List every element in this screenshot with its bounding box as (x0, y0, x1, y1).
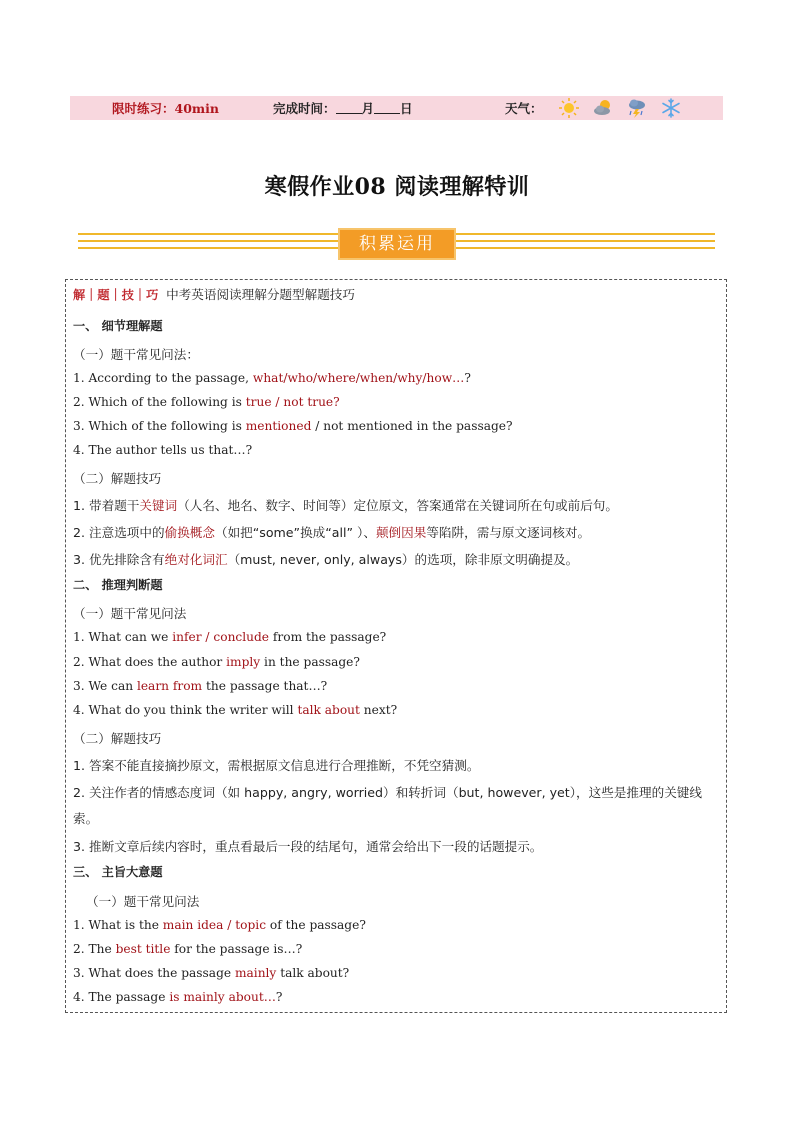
weather-icons (558, 97, 682, 119)
section-1-sub2: （二）解题技巧 (73, 471, 162, 486)
s3-question-4: 4. The passage is mainly about…? (73, 990, 283, 1004)
s1-tip-2: 2. 注意选项中的偷换概念（如把“some”换成“all” ）、颠倒因果等陷阱，需与原文逐词核对。 (73, 525, 591, 540)
s1-question-3: 3. Which of the following is mentioned / not mentioned in the passage? (73, 419, 513, 433)
s2-question-3: 3. We can learn from the passage that…? (73, 679, 328, 693)
s2-question-4: 4. What do you think the writer will talk about next? (73, 703, 398, 717)
section-2-sub1: （一）题干常见问法 (73, 606, 187, 621)
s2-tip-1: 1. 答案不能直接摘抄原文，需根据原文信息进行合理推断，不凭空猜测。 (73, 758, 480, 773)
section-1-sub1: （一）题干常见问法： (73, 347, 199, 362)
weather-label: 天气： (505, 101, 543, 116)
section-2-sub2: （二）解题技巧 (73, 731, 162, 746)
s2-question-2: 2. What does the author imply in the passage? (73, 655, 360, 669)
s1-question-1: 1. According to the passage, what/who/where/when/why/how…? (73, 371, 471, 385)
s3-question-3: 3. What does the passage mainly talk about? (73, 966, 350, 980)
page-title: 寒假作业08 阅读理解特训 (264, 174, 530, 200)
s2-tip-2-line-1: 2. 关注作者的情感态度词（如 happy, angry, worried）和转折词（but, however, yet），这些是推理的关键线 (73, 785, 702, 800)
s3-question-1: 1. What is the main idea / topic of the passage? (73, 918, 366, 932)
month-blank (336, 101, 362, 114)
sun-icon (558, 97, 580, 119)
section-3-sub1: （一）题干常见问法 (86, 894, 200, 909)
section-3-title: 三、 主旨大意题 (73, 865, 163, 879)
s1-question-2: 2. Which of the following is true / not true? (73, 395, 340, 409)
section-tag: 积累运用 (338, 228, 456, 260)
s2-question-1: 1. What can we infer / conclude from the passage? (73, 630, 387, 644)
s3-question-2: 2. The best title for the passage is…? (73, 942, 303, 956)
snowflake-icon (660, 97, 682, 119)
section-1-title: 一、 细节理解题 (73, 319, 163, 333)
partly-cloudy-icon (592, 97, 614, 119)
s1-tip-3: 3. 优先排除含有绝对化词汇（must, never, only, always）的选项，除非原文明确提及。 (73, 552, 579, 567)
section-2-title: 二、 推理判断题 (73, 578, 163, 592)
s1-tip-1: 1. 带着题干关键词（人名、地名、数字、时间等）定位原文，答案通常在关键词所在句或前后句。 (73, 498, 618, 513)
time-limit: 限时练习：40min (112, 101, 219, 116)
header-bar (70, 96, 723, 120)
s1-question-4: 4. The author tells us that…? (73, 443, 253, 457)
s2-tip-2-line-2: 索。 (73, 811, 99, 826)
storm-icon (626, 97, 648, 119)
tips-header: 解｜题｜技｜巧 中考英语阅读理解分题型解题技巧 (73, 287, 355, 302)
s2-tip-3: 3. 推断文章后续内容时，重点看最后一段的结尾句，通常会给出下一段的话题提示。 (73, 839, 543, 854)
day-blank (374, 101, 400, 114)
completion-time: 完成时间： 月 日 (273, 101, 413, 116)
